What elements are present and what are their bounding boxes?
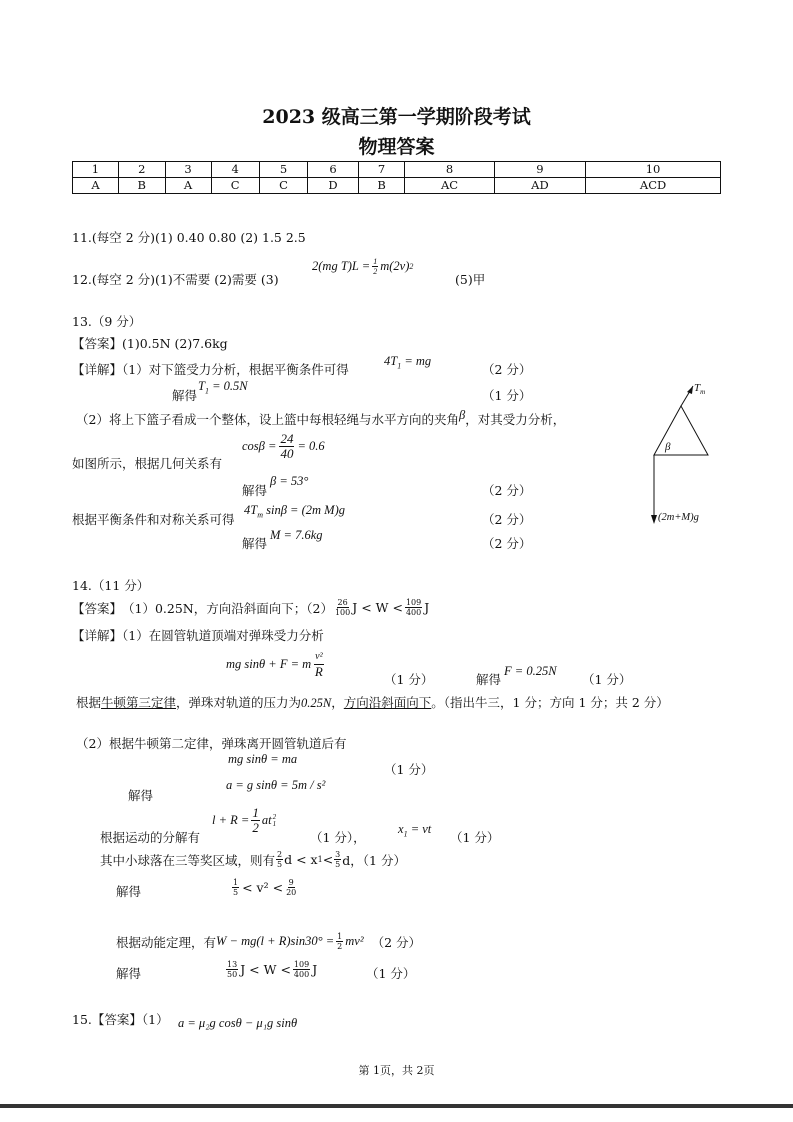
q13-score1: （2 分） bbox=[482, 362, 532, 377]
q13-header: 13.（9 分） bbox=[72, 314, 142, 329]
q13-score3: （2 分） bbox=[482, 483, 532, 498]
q13-answer: 【答案】(1)0.5N (2)7.6kg bbox=[72, 336, 228, 351]
q13-res2: β = 53° bbox=[270, 474, 309, 488]
question-number-cell: 3 bbox=[165, 162, 211, 178]
q12-suffix: (5)甲 bbox=[455, 272, 486, 287]
question-number-cell: 8 bbox=[405, 162, 494, 178]
q13-score4: （2 分） bbox=[482, 512, 532, 527]
question-number-cell: 2 bbox=[118, 162, 165, 178]
q13-line2: （2）将上下篮子看成一个整体，设上篮中每根轻绳与水平方向的夹角β，对其受力分析， bbox=[76, 408, 566, 427]
answer-row bbox=[73, 178, 721, 194]
q13-cos-eq: cosβ = $\frac{24}{40}$ = 0.6 bbox=[242, 431, 325, 461]
q14-line4: 根据运动的分解有 bbox=[100, 830, 201, 845]
q14-eq1: mg sinθ + F = m $\frac{\text{v²}}{R}$ bbox=[226, 651, 323, 679]
q13-solve1-label: 解得 bbox=[172, 388, 198, 403]
q13-line3: 如图所示，根据几何关系有 bbox=[72, 456, 223, 471]
q14-score4: （1 分）， bbox=[310, 830, 366, 845]
triangle-shape bbox=[654, 406, 708, 455]
question-number-cell: 6 bbox=[308, 162, 358, 178]
answer-cell: AD bbox=[494, 178, 585, 194]
q13-score5: （2 分） bbox=[482, 536, 532, 551]
answer-cell: A bbox=[165, 178, 211, 194]
q12-prefix: 12.(每空 2 分)(1)不需要 (2)需要 (3) bbox=[72, 272, 279, 287]
bottom-rule bbox=[0, 1104, 793, 1108]
q14-w-range: $\frac{13}{50}$ J < W < $\frac{109}{400}$ J bbox=[227, 960, 318, 979]
q13-res3: M = 7.6kg bbox=[270, 528, 323, 542]
q14-eq5: $x_1$ = vt bbox=[398, 822, 432, 839]
q14-solve1-label: 解得 bbox=[476, 672, 502, 687]
q14-line5: 其中小球落在三等奖区域，则有 $\frac{2}{5}$ d < x 1 < $\frac{3}{5}$ d，（1 分） bbox=[100, 850, 406, 869]
q15-formula: a = μ₂g cosθ − μ₁g sinθ bbox=[178, 1016, 298, 1030]
tension-arrowhead bbox=[687, 386, 693, 394]
diagram-weight-label: (2m+M)g bbox=[658, 512, 699, 523]
diagram-beta-label: β bbox=[665, 441, 671, 453]
q13-solve2-label: 解得 bbox=[242, 483, 268, 498]
answer-cell: C bbox=[211, 178, 259, 194]
page-subtitle: 物理答案 bbox=[358, 136, 435, 158]
q14-eq3: a = g sinθ = 5m / s² bbox=[226, 778, 326, 792]
page-footer: 第 1页，共 2页 bbox=[358, 1064, 435, 1077]
q14-solve3-label: 解得 bbox=[116, 884, 142, 899]
q13-detail-line1: 【详解】（1）对下篮受力分析，根据平衡条件可得 bbox=[72, 362, 349, 377]
question-number-cell: 4 bbox=[211, 162, 259, 178]
q13-score2: （1 分） bbox=[482, 388, 532, 403]
question-number-cell: 7 bbox=[358, 162, 405, 178]
q14-line6: 根据动能定理，有 W − mg(l + R)sin30° = $\frac{1}{2}$ mv² （2 分） bbox=[116, 932, 422, 951]
q14-score1: （1 分） bbox=[384, 672, 434, 687]
q13-eq1: $4T_1$ = mg bbox=[384, 354, 432, 371]
question-number-row bbox=[73, 162, 721, 178]
q14-score7: （1 分） bbox=[366, 966, 416, 981]
q11-line: 11.(每空 2 分)(1) 0.40 0.80 (2) 1.5 2.5 bbox=[72, 230, 306, 245]
q14-detail-line1: 【详解】（1）在圆管轨道顶端对弹珠受力分析 bbox=[72, 628, 324, 643]
answer-cell: D bbox=[308, 178, 358, 194]
q14-score3: （1 分） bbox=[384, 762, 434, 777]
question-number-cell: 5 bbox=[259, 162, 307, 178]
answer-cell: C bbox=[259, 178, 307, 194]
q14-header: 14.（11 分） bbox=[72, 578, 150, 593]
force-diagram bbox=[640, 380, 720, 528]
q14-score2: （1 分） bbox=[582, 672, 632, 687]
q14-res1: F = 0.25N bbox=[504, 664, 557, 678]
q14-line3: （2）根据牛顿第二定律，弹珠离开圆管轨道后有 bbox=[76, 736, 347, 751]
page-title: 2023 级高三第一学期阶段考试 bbox=[262, 106, 531, 128]
weight-arrowhead bbox=[651, 515, 657, 524]
question-number-cell: 10 bbox=[586, 162, 721, 178]
q14-eq4: l + R = $\frac{1}{2}$ at 2 1 bbox=[212, 805, 277, 835]
q14-solve2-label: 解得 bbox=[128, 788, 154, 803]
q13-res1: $T_1 = 0.5N$ bbox=[198, 379, 248, 396]
question-number-cell: 1 bbox=[73, 162, 119, 178]
q13-line4: 根据平衡条件和对称关系可得 bbox=[72, 512, 235, 527]
answer-cell: AC bbox=[405, 178, 494, 194]
q13-eq2: $4T_m$ sinβ = (2m M)g bbox=[244, 503, 345, 520]
q14-eq2: mg sinθ = ma bbox=[228, 752, 298, 766]
q14-answer: 【答案】 （1）0.25N，方向沿斜面向下；（2） $\frac{26}{100}$ J < W < $\frac{109}{400}$ J bbox=[72, 598, 430, 617]
answer-cell: A bbox=[73, 178, 119, 194]
answer-cell: B bbox=[118, 178, 165, 194]
q14-line2: 根据牛顿第三定律，弹珠对轨道的压力为0.25N，方向沿斜面向下。（指出牛三，1 分；方向 1 分；共 2 分） bbox=[76, 695, 669, 710]
q14-v-range: $\frac{1}{5}$ < v² < $\frac{9}{20}$ bbox=[233, 878, 297, 897]
answer-table bbox=[72, 161, 721, 194]
q12-formula: 2(mg T)L = $\frac{1}{2}$ m(2v) 2 bbox=[312, 257, 414, 276]
q15-prefix: 15.【答案】（1） bbox=[72, 1012, 169, 1027]
question-number-cell: 9 bbox=[494, 162, 585, 178]
diagram-tension-label: $T_m$ bbox=[694, 382, 706, 397]
answer-cell: ACD bbox=[586, 178, 721, 194]
q14-score5: （1 分） bbox=[450, 830, 500, 845]
answer-cell: B bbox=[358, 178, 405, 194]
q13-solve3-label: 解得 bbox=[242, 536, 268, 551]
q14-solve4-label: 解得 bbox=[116, 966, 142, 981]
